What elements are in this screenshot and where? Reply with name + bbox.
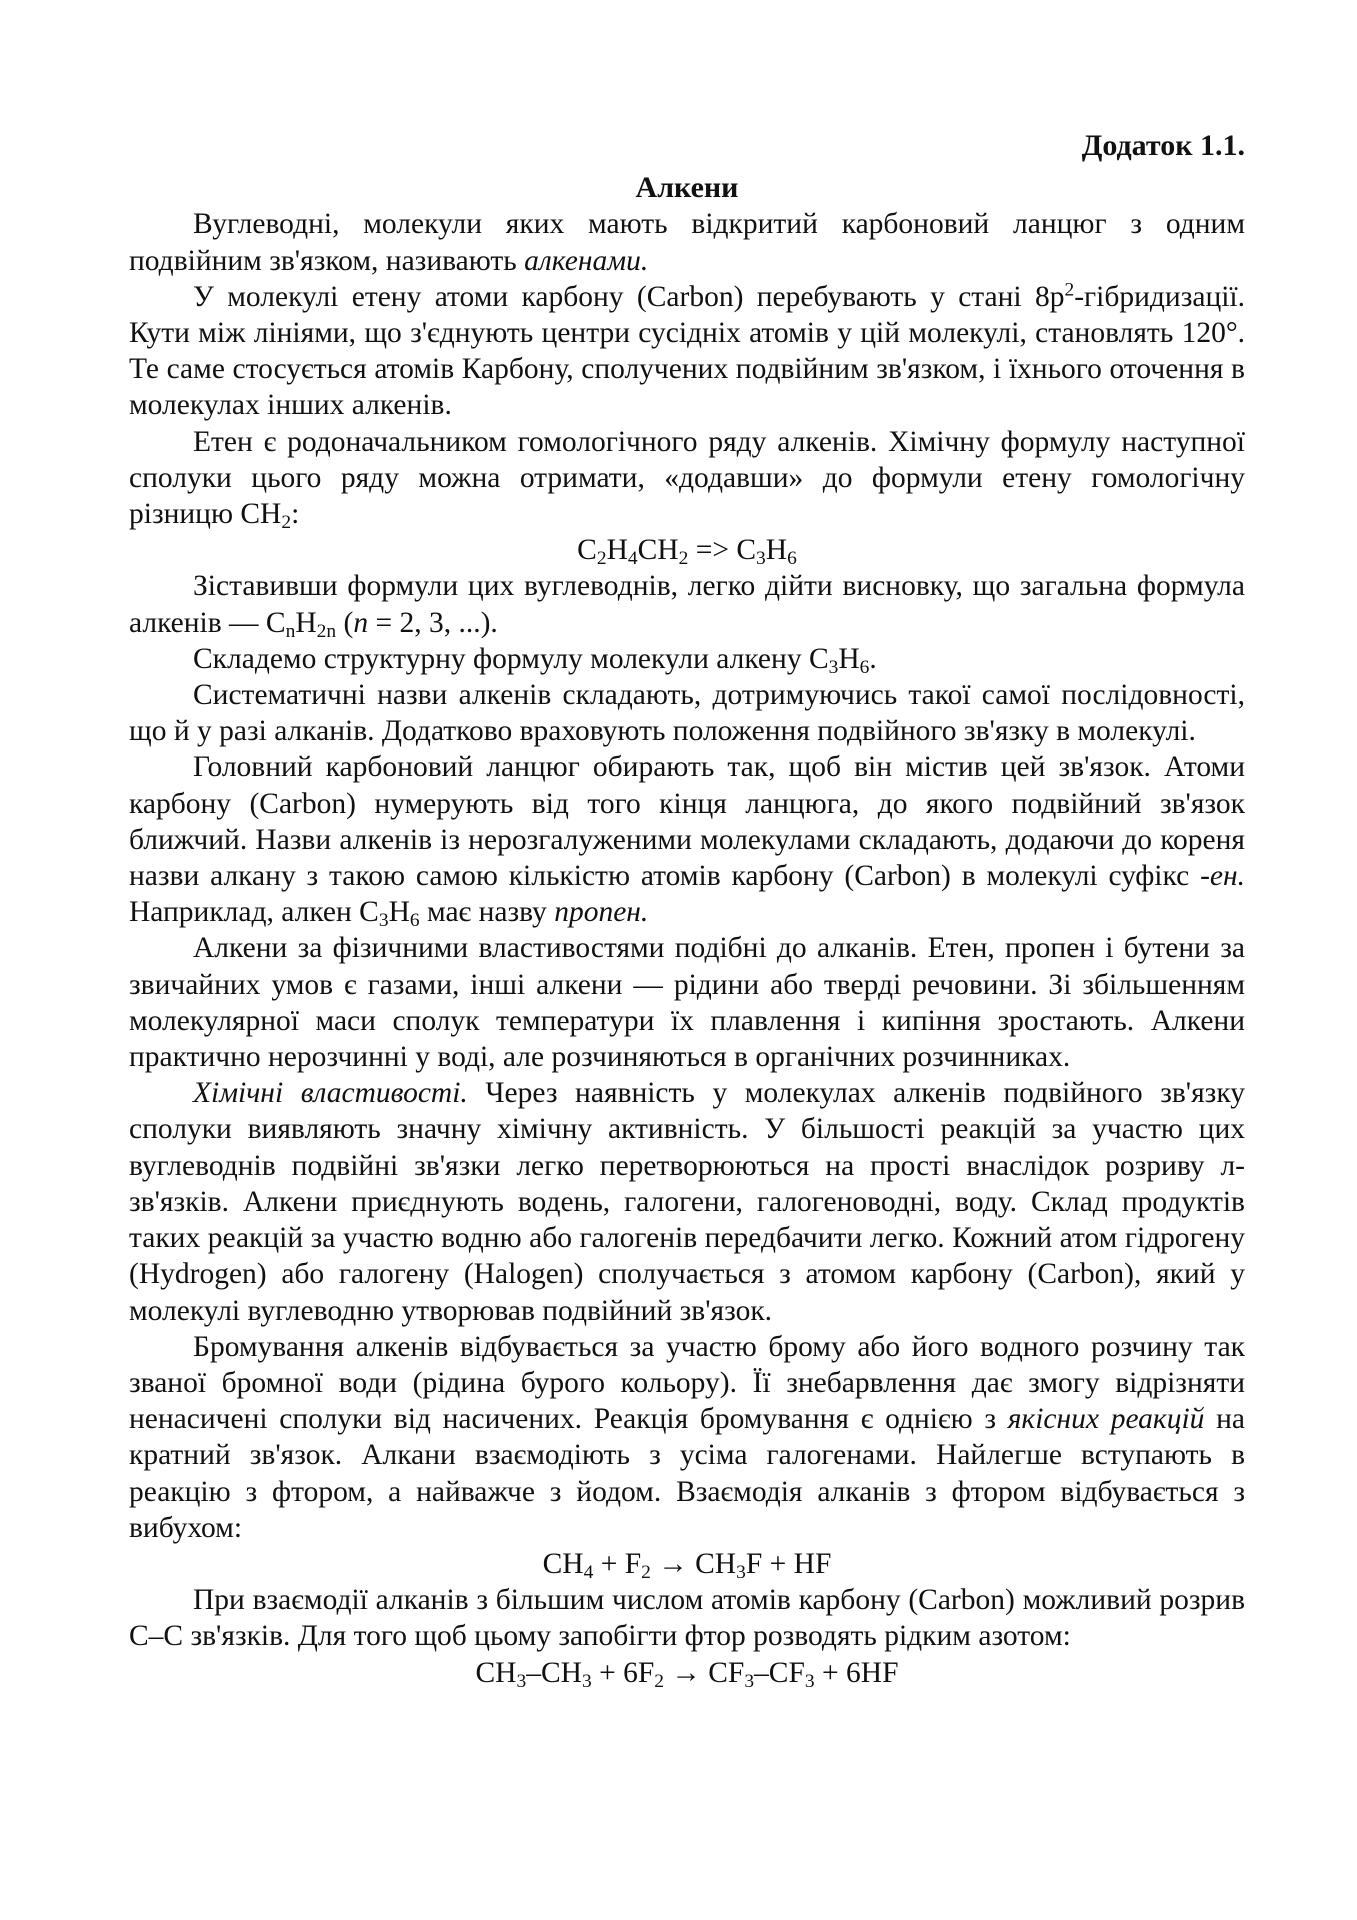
document-page bbox=[129, 128, 1245, 1691]
appendix-label: Додаток 1.1. bbox=[1081, 129, 1245, 162]
formula-homolog: $C_2H_4CH_2 => C_3H_6$ bbox=[577, 534, 797, 570]
paragraph-homologous-series: Етен є родоначальником гомологічного ряду алкенів. Хімічну формулу наступної сполуки цього ряду можна отримати, «додавши» до формули етену гомологічну різницю $СН_2$: bbox=[129, 425, 1245, 533]
paragraph-general-formula: Зіставивши формули цих вуглеводнів, легко дійти висновку, що загальна формула алкенів — $C_nH_{2n}$ (n = 2, 3, ...). bbox=[129, 570, 1245, 642]
paragraph-structural-formula: Складемо структурну формулу молекули алкену $С_3Н_6$. bbox=[193, 642, 877, 678]
paragraph-chemical-properties: Хімічні властивості. Через наявність у молекулах алкенів подвійного зв'язку сполуки виявляють значну хімічну активність. У більшості реакцій за участю цих вуглеводнів подвійні зв'язки легко перетворюються на прості внаслідок розриву л-зв'язків. Алкени приєднують водень, галогени, галогеноводні, воду. Склад продуктів таких реакцій за участю водню або галогенів передбачити легко. Кожний атом гідрогену (Hydrogen) або галогену (Halogen) сполучається з атомом карбону (Carbon), який у молекулі вуглеводню утворював подвійний зв'язок. bbox=[129, 1077, 1245, 1327]
formula-ethane-fluorination: $CH_3-CH_3 + 6F_2 \to CF_3-CF_3 + 6HF$ bbox=[475, 1656, 899, 1692]
paragraph-cc-bond-rupture: При взаємодії алканів з більшим числом атомів карбону (Carbon) можливий розрив С–С зв'язків. Для того щоб цьому запобігти фтор розводять рідким азотом: bbox=[129, 1584, 1245, 1653]
section-title: Алкени bbox=[635, 171, 739, 205]
paragraph-bromination: Бромування алкенів відбувається за участю брому або його водного розчину так званої бромної води (рідина бурого кольору). Її знебарвлення дає змогу відрізняти ненасичені сполуки від насичених. Реакція бромування є однією з якісних реакцій на кратний зв'язок. Алкани взаємодіють з усіма галогенами. Найлегше вступають в реакцію з фтором, а найважче з йодом. Взаємодія алканів з фтором відбувається з вибухом: bbox=[129, 1330, 1245, 1544]
paragraph-physical-properties: Алкени за фізичними властивостями подібні до алканів. Етен, пропен і бутени за звичайних умов є газами, інші алкени — рідини або тверді речовини. Зі збільшенням молекулярної маси сполук температури їх плавлення і кипіння зростають. Алкени практично нерозчинні у воді, але розчиняються в органічних розчинниках. bbox=[129, 932, 1245, 1074]
paragraph-systematic-names: Систематичні назви алкенів складають, дотримуючись такої самої послідовності, що й у разі алканів. Додатково враховують положення подвійного зв'язку в молекулі. bbox=[129, 679, 1245, 748]
paragraph-hybridization: У молекулі етену атоми карбону (Carbon) перебувають у стані $8р^2$-гібридизації. Кути між лініями, що з'єднують центри сусідніх атомів у цій молекулі, становлять 120°. Те саме стосується атомів Карбону, сполучених подвійним зв'язком, і їхнього оточення в молекулах інших алкенів. bbox=[129, 279, 1245, 422]
formula-methane-fluorination: $CH_4 + F_2 \to CH_3F$ + HF bbox=[542, 1547, 832, 1583]
term-alkenes: алкенами. bbox=[524, 244, 649, 277]
paragraph-definition: Вуглеводні, молекули яких мають відкритий карбоновий ланцюг з одним подвійним зв'язком, називають алкенами. bbox=[129, 208, 1245, 277]
paragraph-main-chain: Головний карбоновий ланцюг обирають так, щоб він містив цей зв'язок. Атоми карбону (Carbon) нумерують від того кінця ланцюга, до якого подвійний зв'язок ближчий. Назви алкенів із нерозгалуженими молекулами складають, додаючи до кореня назви алкану з такою самою кількістю атомів карбону (Carbon) в молекулі суфікс -ен. Наприклад, алкен $С_3Н_6$ має назву пропен. bbox=[129, 751, 1245, 932]
